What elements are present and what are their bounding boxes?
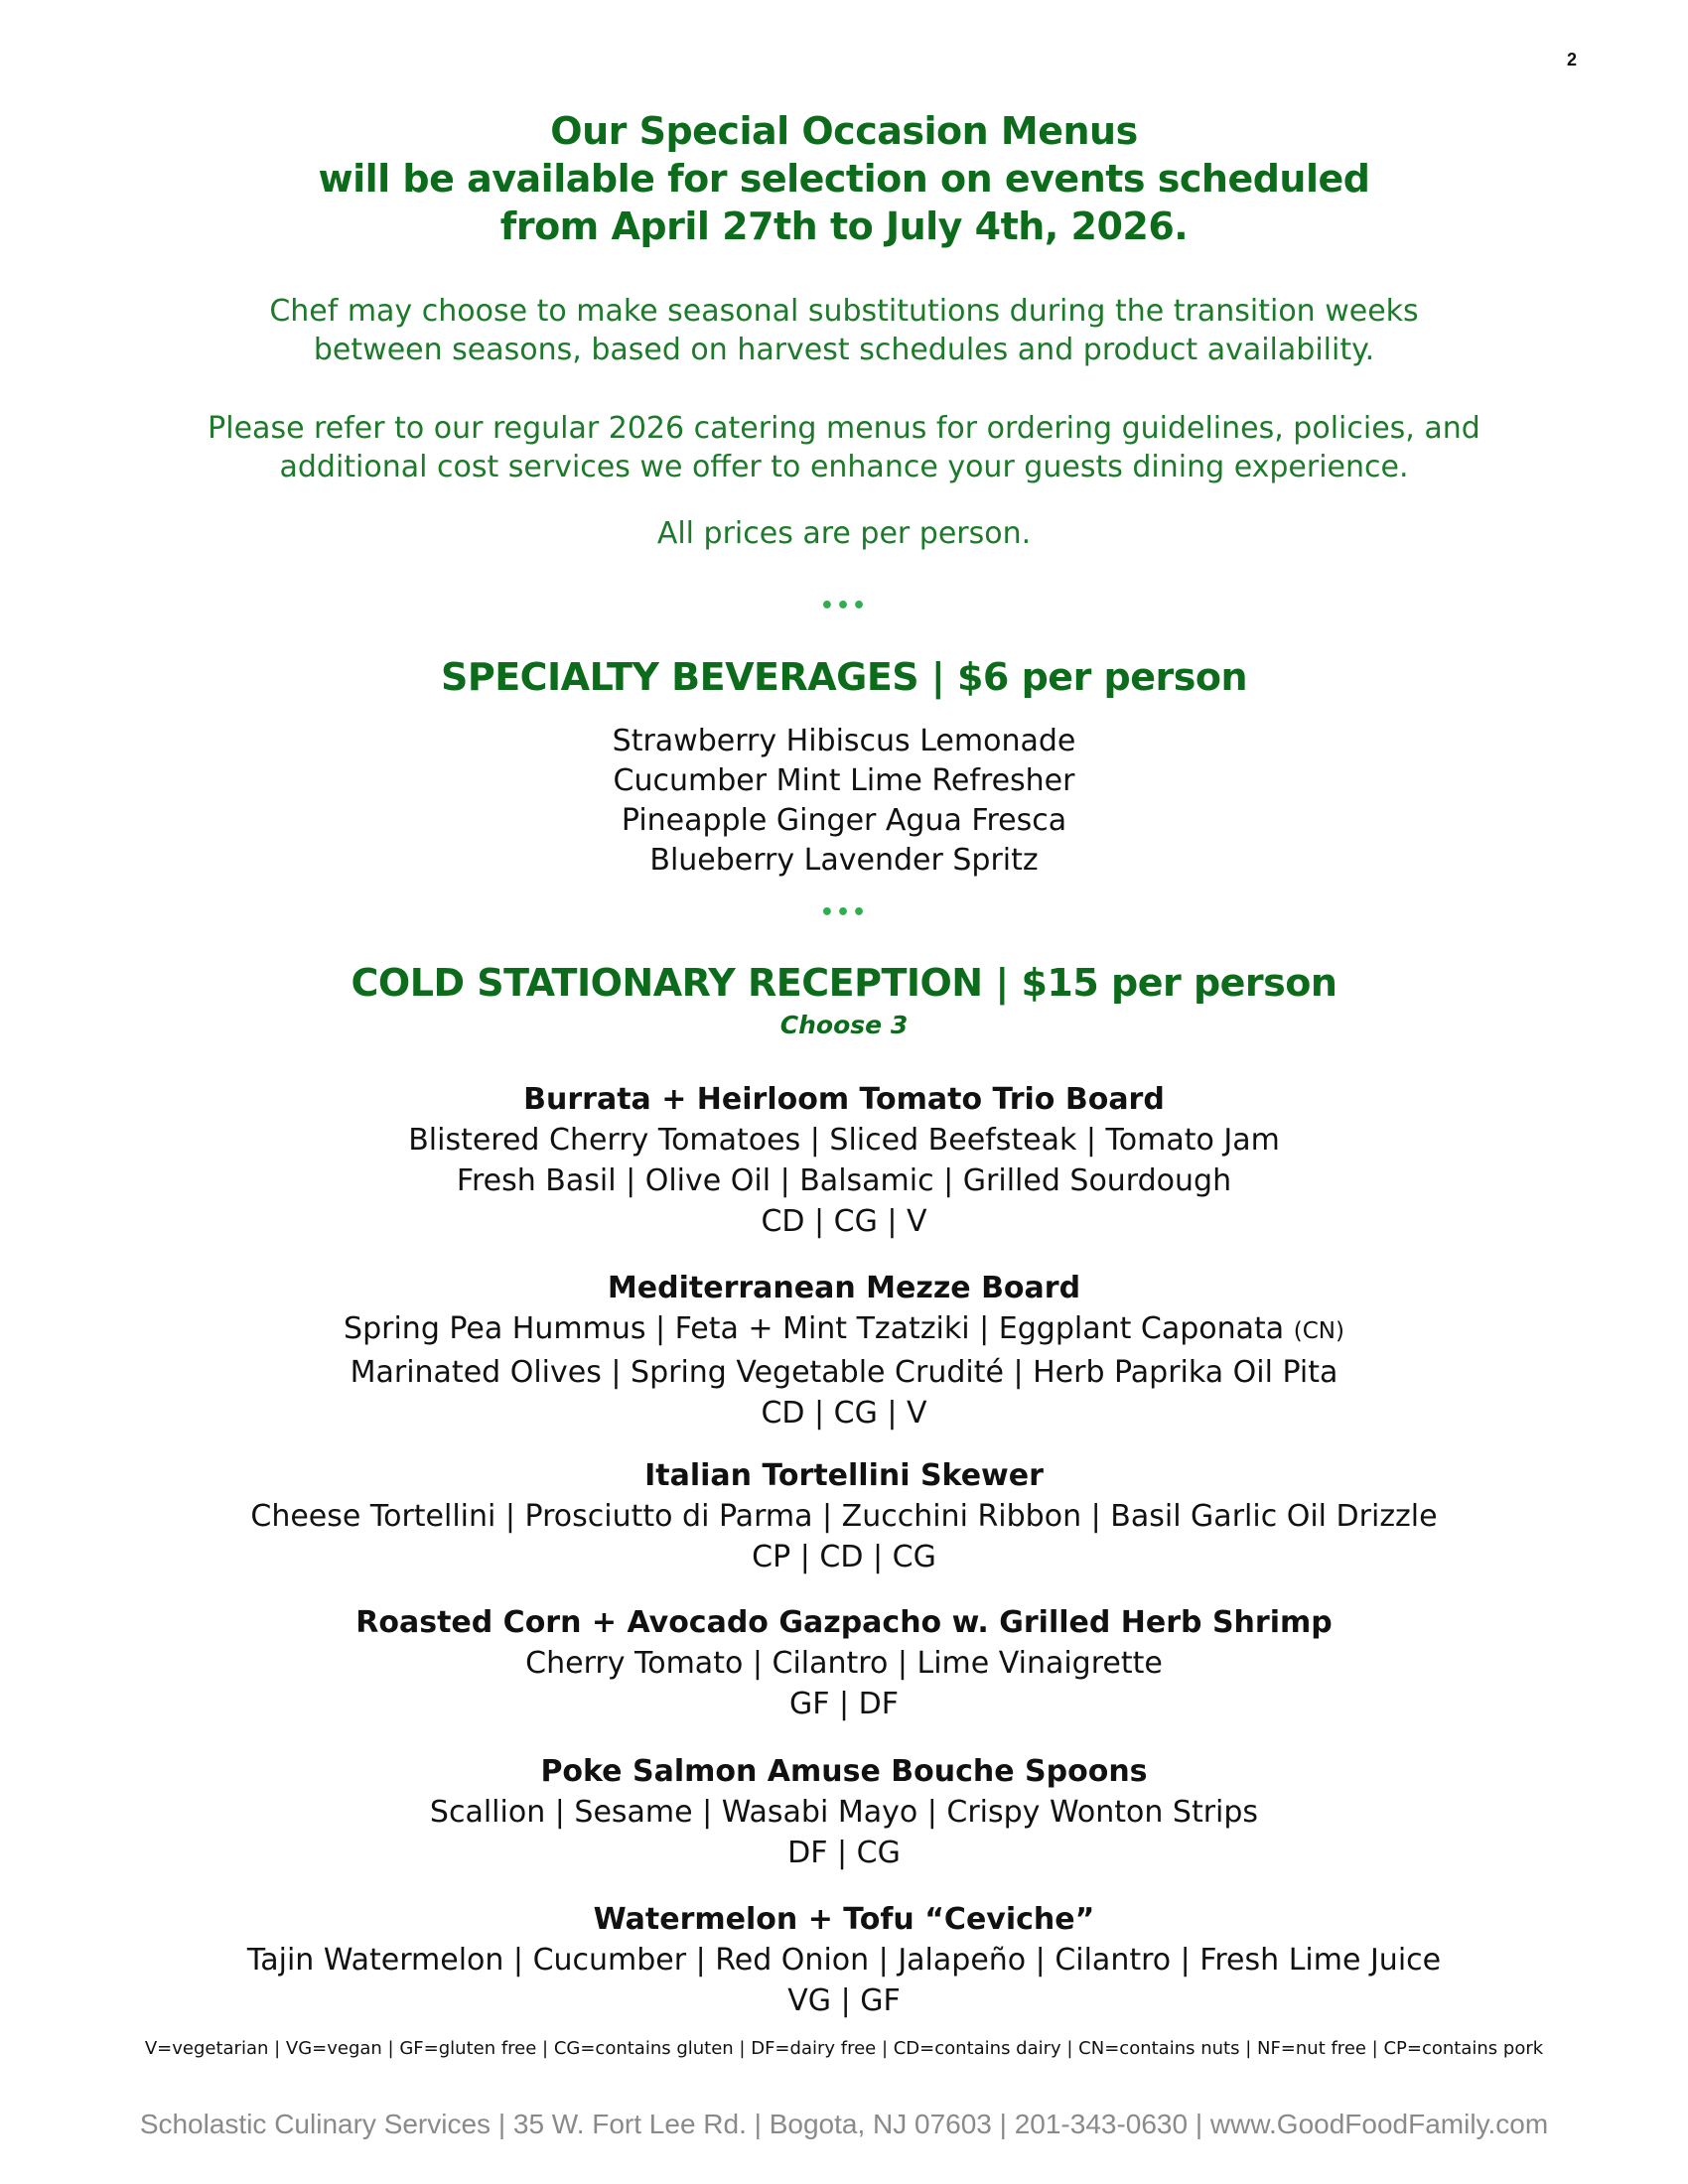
divider-dots: ••• <box>819 900 869 925</box>
menu-item-tags: GF | DF <box>788 1687 900 1721</box>
menu-item-name: Poke Salmon Amuse Bouche Spoons <box>540 1754 1148 1789</box>
page-footer: Scholastic Culinary Services | 35 W. Fort Lee Rd. | Bogota, NJ 07603 | 201-343-0630 | www.GoodFoodFamily.com <box>139 2109 1549 2139</box>
menu-item-components: Scallion | Sesame | Wasabi Mayo | Crispy Wonton Strips <box>429 1795 1259 1830</box>
dietary-legend: V=vegetarian | VG=vegan | GF=gluten free | CG=contains gluten | DF=dairy free | CD=contains dairy | CN=contains nuts | NF=nut free | CP=contains pork <box>144 2038 1544 2059</box>
beverage-item: Strawberry Hibiscus Lemonade <box>612 724 1076 758</box>
menu-item-tags: CP | CD | CG <box>752 1540 936 1574</box>
menu-item <box>0 1455 1688 1577</box>
menu-item-components: Marinated Olives | Spring Vegetable Crudité | Herb Paprika Oil Pita <box>350 1355 1338 1390</box>
intro-line: additional cost services we offer to enhance your guests dining experience. <box>279 450 1409 484</box>
allergen-note: (CN) <box>1293 1318 1344 1344</box>
menu-item-name: Burrata + Heirloom Tomato Trio Board <box>523 1082 1165 1117</box>
menu-item <box>0 1268 1688 1433</box>
headline-line: from April 27th to July 4th, 2026. <box>499 205 1189 248</box>
menu-item-components: Blistered Cherry Tomatoes | Sliced Beefsteak | Tomato Jam <box>408 1123 1280 1158</box>
menu-item-components: Fresh Basil | Olive Oil | Balsamic | Grilled Sourdough <box>456 1163 1232 1198</box>
substitutions-note <box>0 292 1688 369</box>
beverage-item: Blueberry Lavender Spritz <box>649 843 1039 878</box>
beverage-item: Pineapple Ginger Agua Fresca <box>621 803 1067 838</box>
menu-item <box>0 1079 1688 1242</box>
page-number: 2 <box>1566 50 1577 69</box>
beverages-title: SPECIALTY BEVERAGES | $6 per person <box>440 655 1248 699</box>
headline-line: will be available for selection on events scheduled <box>318 157 1370 201</box>
menu-item <box>0 1602 1688 1724</box>
menu-item-name: Italian Tortellini Skewer <box>644 1458 1044 1493</box>
menu-item-tags: DF | CG <box>787 1836 901 1870</box>
intro-line: between seasons, based on harvest schedules and product availability. <box>313 333 1375 367</box>
prices-note: All prices are per person. <box>656 516 1032 551</box>
beverages-list <box>0 722 1688 881</box>
menu-item-tags: VG | GF <box>787 1983 901 2018</box>
menu-item-components-text: Spring Pea Hummus | Feta + Mint Tzatziki | Eggplant Caponata <box>344 1311 1285 1346</box>
menu-item <box>0 1751 1688 1873</box>
menu-item-components: Cheese Tortellini | Prosciutto di Parma | Zucchini Ribbon | Basil Garlic Oil Drizzle <box>250 1499 1438 1534</box>
menu-item-components: Tajin Watermelon | Cucumber | Red Onion | Jalapeño | Cilantro | Fresh Lime Juice <box>246 1943 1442 1978</box>
menu-item-name: Watermelon + Tofu “Ceviche” <box>593 1902 1095 1937</box>
intro-line: Chef may choose to make seasonal substitutions during the transition weeks <box>269 294 1419 329</box>
refer-note <box>0 409 1688 486</box>
menu-item-name: Mediterranean Mezze Board <box>607 1271 1081 1305</box>
menu-item-name: Roasted Corn + Avocado Gazpacho w. Grilled Herb Shrimp <box>355 1605 1333 1640</box>
divider-dots: ••• <box>819 594 869 618</box>
menu-item-tags: CD | CG | V <box>761 1204 927 1239</box>
intro-line: Please refer to our regular 2026 catering menus for ordering guidelines, policies, and <box>208 411 1480 446</box>
beverage-item: Cucumber Mint Lime Refresher <box>613 763 1075 798</box>
page-headline <box>0 107 1688 250</box>
choose-note: Choose 3 <box>779 1011 909 1039</box>
cold-reception-title: COLD STATIONARY RECEPTION | $15 per person <box>351 961 1337 1005</box>
menu-item-tags: CD | CG | V <box>761 1396 927 1431</box>
menu-item <box>0 1899 1688 2021</box>
menu-item-components: Cherry Tomato | Cilantro | Lime Vinaigrette <box>525 1646 1163 1681</box>
headline-line: Our Special Occasion Menus <box>550 109 1138 153</box>
menu-item-components <box>0 1308 1688 1352</box>
